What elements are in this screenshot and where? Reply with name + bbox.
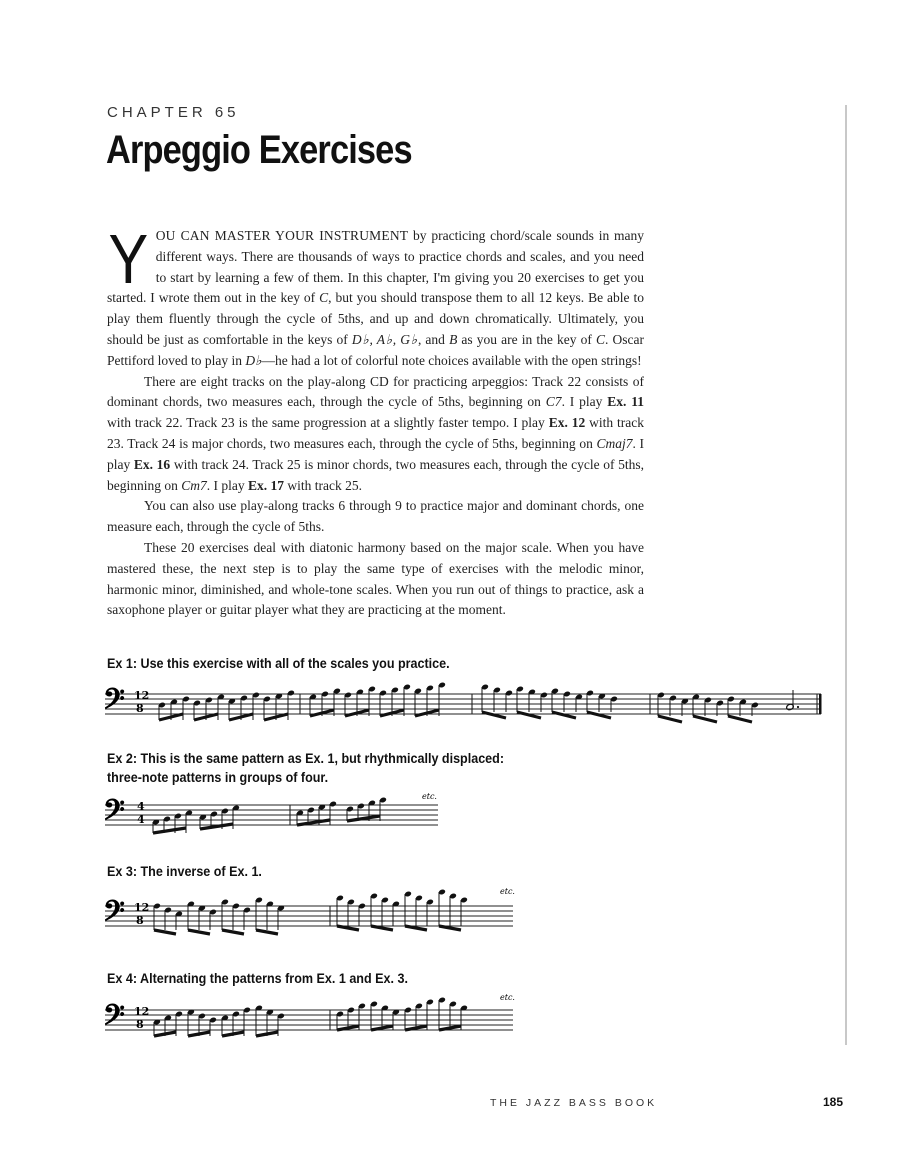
text-span: . I play xyxy=(206,477,249,493)
beam xyxy=(153,828,186,833)
note-group xyxy=(193,694,225,720)
note-group xyxy=(481,684,513,718)
lead-in-caps: OU CAN MASTER YOUR INSTRUMENT xyxy=(155,228,409,243)
time-signature-bottom: 4 xyxy=(137,813,145,826)
exercise-2-label xyxy=(107,749,504,787)
exercise-ref: Ex. 16 xyxy=(133,456,171,472)
text-span: with track 25. xyxy=(284,477,363,493)
beam xyxy=(256,930,278,934)
margin-rule xyxy=(845,105,847,1045)
etc-mark: etc. xyxy=(500,887,515,896)
chord-name: Cmaj7 xyxy=(596,435,633,451)
chord-name: Cm7 xyxy=(181,477,207,493)
beam xyxy=(587,712,611,718)
note-group xyxy=(152,810,193,833)
augmentation-dot xyxy=(797,706,799,708)
time-signature-top: 4 xyxy=(137,800,145,813)
note-group xyxy=(153,903,183,934)
text-span: with track 23. Track 24 is major chords, two measures each, through the cycle of 5ths, beginning on xyxy=(107,415,645,451)
beam xyxy=(222,930,244,934)
exercise-4-label: Ex 4: Alternating the patterns from Ex. 1 and Ex. 3. xyxy=(107,971,408,986)
text-span: as you are in the key of xyxy=(457,331,597,347)
note-group xyxy=(551,688,583,718)
time-signature-bottom: 8 xyxy=(136,1018,144,1031)
text-span: with track 24. Track 25 is minor chords, two measures each, through the cycle of 5ths, beginning on xyxy=(107,456,644,493)
beam xyxy=(371,926,393,930)
key-name: C xyxy=(319,290,329,306)
note-group xyxy=(657,692,689,722)
paragraph-2 xyxy=(107,372,644,497)
text-span: —he had a lot of colorful note choices available with the open strings! xyxy=(261,352,642,368)
exercise-2-label-line-2: three-note patterns in groups of four. xyxy=(107,770,329,785)
exercise-ref: Ex. 11 xyxy=(607,394,644,410)
text-span: , and xyxy=(417,331,450,347)
note-group xyxy=(438,889,468,930)
note-group xyxy=(336,1003,366,1030)
beam xyxy=(552,712,576,718)
beam xyxy=(439,1026,461,1030)
bass-clef-icon: 𝄢 xyxy=(103,794,125,834)
drop-cap: Y xyxy=(108,220,149,298)
note-group xyxy=(296,801,337,825)
bass-clef-icon: 𝄢 xyxy=(103,999,125,1039)
staff-lines xyxy=(105,694,822,714)
note-group xyxy=(336,895,366,930)
bass-clef-icon: 𝄢 xyxy=(103,895,125,935)
chapter-label: CHAPTER 65 xyxy=(107,104,240,121)
etc-mark: etc. xyxy=(422,792,437,801)
note-group xyxy=(404,891,434,930)
exercise-ref: Ex. 17 xyxy=(248,477,285,493)
exercise-4-staff xyxy=(100,993,520,1044)
note-group xyxy=(346,797,387,821)
text-span: . I play xyxy=(561,394,608,410)
time-signature-bottom: 8 xyxy=(136,702,144,715)
beam xyxy=(256,1032,278,1036)
chapter-title: Arpeggio Exercises xyxy=(106,128,412,172)
beam xyxy=(337,926,359,930)
beam xyxy=(297,820,330,825)
text-span: . I play xyxy=(107,435,644,472)
note-group xyxy=(309,688,341,716)
time-signature-top: 12 xyxy=(134,1005,150,1018)
exercise-ref: Ex. 12 xyxy=(548,415,586,431)
key-name: C xyxy=(596,331,606,347)
paragraph-4: These 20 exercises deal with diatonic harmony based on the major scale. When you have mastered these, the next step is to play the same type of exercises with the melodic minor, harmonic minor, diminished, and whole-tone scales. When you run out of things to practice, ask a saxophone player or guitar player what they are practicing at the moment. xyxy=(107,539,644,618)
page-number: 185 xyxy=(823,1095,844,1109)
beam xyxy=(658,716,682,722)
text-span: , but you should transpose them to all 12 keys. Be able to play them fluently through the cycle of 5ths, and up and down chromatically. Ultimately, you should be just as comfortable in the keys of xyxy=(107,290,644,347)
beam xyxy=(188,930,210,934)
paragraph-3: You can also use play-along tracks 6 through 9 to practice major and dominant chords, one measure each, through the cycle of 5ths. xyxy=(107,498,644,535)
beam xyxy=(371,1026,393,1030)
exercise-3-staff xyxy=(100,887,520,940)
note-group xyxy=(255,897,285,934)
note-group xyxy=(516,686,548,718)
beam xyxy=(693,716,717,722)
beam xyxy=(482,712,506,718)
note-group xyxy=(228,692,260,720)
key-name: B xyxy=(449,331,458,347)
exercise-2-label-line-1: Ex 2: This is the same pattern as Ex. 1, but rhythmically displaced: xyxy=(107,751,505,766)
note-groups xyxy=(158,682,799,722)
beam xyxy=(405,926,427,930)
text-span: by practicing chord/scale sounds in many different ways. There are thousands of ways to practice chords and scales, and you need to start by learning a few of them. In this chapter, I'm giving you 20 exercises to get you started. I wrote them out in the key of xyxy=(107,228,644,306)
beam xyxy=(728,716,752,722)
time-signature-top: 12 xyxy=(134,901,150,914)
time-signature-bottom: 8 xyxy=(136,914,144,927)
final-barline xyxy=(819,694,822,714)
note-group xyxy=(187,1009,217,1036)
body-text xyxy=(107,220,645,621)
exercise-2-staff xyxy=(100,793,440,837)
note-group xyxy=(692,694,724,722)
beam xyxy=(517,712,541,718)
paragraph-1 xyxy=(107,220,645,372)
beam xyxy=(222,1032,244,1036)
bass-clef-icon: 𝄢 xyxy=(103,683,125,723)
beam xyxy=(154,1032,176,1036)
beam xyxy=(405,1026,427,1030)
beam xyxy=(439,926,461,930)
etc-mark: etc. xyxy=(500,993,515,1002)
note-group xyxy=(153,1011,183,1036)
exercise-1-label: Ex 1: Use this exercise with all of the scales you practice. xyxy=(107,656,450,671)
note-group xyxy=(221,1007,251,1036)
running-footer: THE JAZZ BASS BOOK xyxy=(490,1097,658,1109)
beam xyxy=(337,1026,359,1030)
note-group xyxy=(379,684,411,716)
chord-name: C7 xyxy=(545,394,562,410)
exercise-1-staff xyxy=(100,682,825,726)
beam xyxy=(188,1032,210,1036)
time-signature-top: 12 xyxy=(134,689,150,702)
beam xyxy=(154,930,176,934)
text-span: with track 22. Track 23 is the same progression at a slightly faster tempo. I play xyxy=(107,415,549,431)
note-group xyxy=(344,686,376,716)
key-name: D♭ xyxy=(245,352,262,368)
exercise-3-label: Ex 3: The inverse of Ex. 1. xyxy=(107,864,262,879)
text-span: There are eight tracks on the play-along CD for practicing arpeggios: Track 22 consists of dominant chords, two measures each, through the cycle of 5ths, beginning on xyxy=(107,373,644,410)
key-names: D♭, A♭, G♭ xyxy=(351,331,418,347)
text-span: . Oscar Pettiford loved to play in xyxy=(107,331,645,368)
